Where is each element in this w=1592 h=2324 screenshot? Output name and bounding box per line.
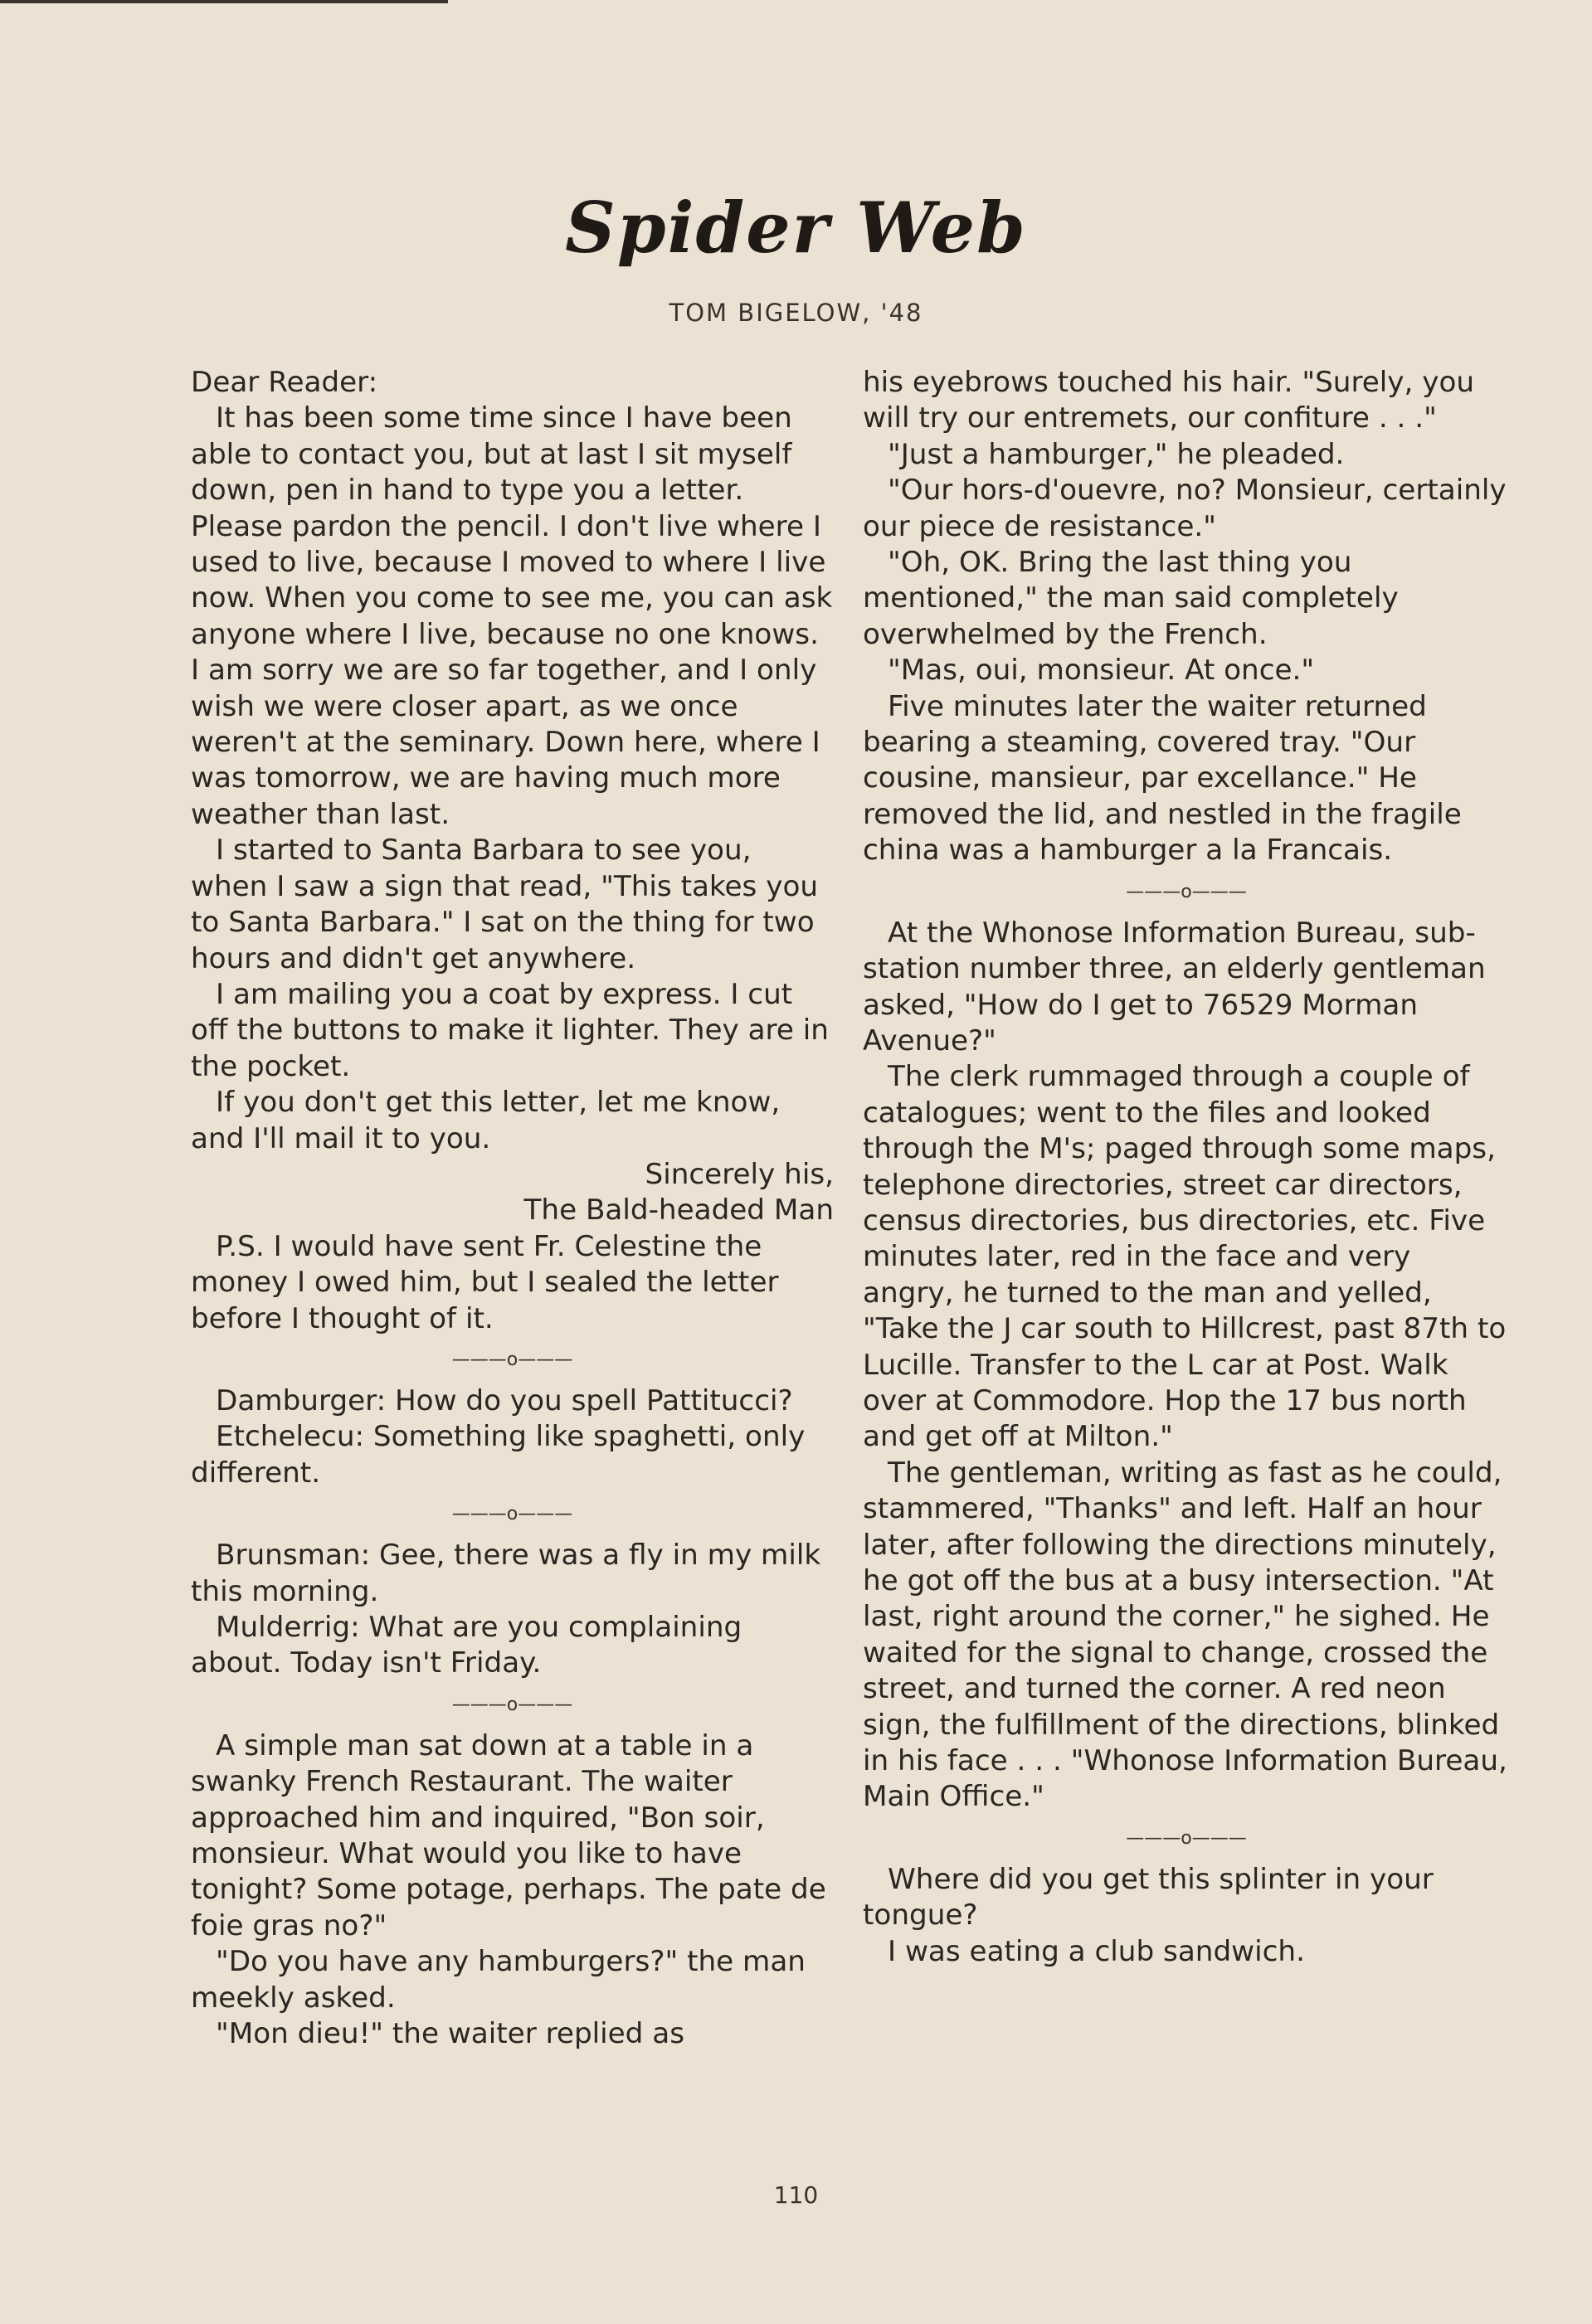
section-separator: ———o——— bbox=[451, 1694, 573, 1715]
left-column bbox=[191, 365, 834, 2052]
section-separator: ———o——— bbox=[451, 1349, 573, 1370]
page-title: Spider Web bbox=[565, 187, 1027, 269]
right-column bbox=[863, 365, 1510, 1970]
section-separator: ———o——— bbox=[451, 1504, 573, 1525]
paragraph: The Bald-headed Man bbox=[523, 1194, 834, 1228]
paragraph: It has been some time since I have been able to contact you, but at last I sit myself down, pen in hand to type you a letter. Please pardon the pencil. I don't live where I used to live, because I moved to where I live now. When you come to see me, you can ask anyone where I live, because no one knows. I am sorry we are so far together, and I only wish we were closer apart, as we once weren't at the seminary. Down here, where I was tomorrow, we are having much more weather than last. bbox=[191, 401, 833, 831]
paragraph: If you don't get this letter, let me know, and I'll mail it to you. bbox=[191, 1086, 781, 1155]
paragraph: A simple man sat down at a table in a swanky French Restaurant. The waiter approached him and inquired, "Bon soir, monsieur. What would you like to have tonight? Some potage, perhaps. The pate de foie gras no?" bbox=[191, 1728, 826, 1942]
section-separator: ———o——— bbox=[1126, 1827, 1247, 1849]
paragraph: Brunsman: Gee, there was a fly in my milk this morning. bbox=[191, 1539, 821, 1608]
paragraph: Etchelecu: Something like spaghetti, only different. bbox=[191, 1420, 806, 1490]
paragraph: "Oh, OK. Bring the last thing you mentioned," the man said completely overwhelmed by the French. bbox=[863, 546, 1399, 651]
page-number: 110 bbox=[773, 2181, 819, 2209]
paragraph: Five minutes later the waiter returned bearing a steaming, covered tray. "Our cousine, mansieur, par excellance." He removed the lid, and nestled in the fragile china was a hamburger a la Francais. bbox=[863, 689, 1462, 868]
paragraph: "Our hors-d'ouevre, no? Monsieur, certainly our piece de resistance." bbox=[863, 474, 1507, 543]
section-separator: ———o——— bbox=[1126, 881, 1247, 902]
paragraph: I am mailing you a coat by express. I cut off the buttons to make it lighter. They are in the pocket. bbox=[191, 977, 829, 1083]
paragraph: Where did you get this splinter in your tongue? bbox=[863, 1862, 1434, 1933]
paragraph: The gentleman, writing as fast as he could, stammered, "Thanks" and left. Half an hour later, after following the directions minutely, he got off the bus at a busy intersection. "At last, right around the corner," he sighed. He waited for the signal to change, crossed the street, and turned the corner. A red neon sign, the fulfillment of the directions, blinked in his face . . . "Whonose Information Bureau, Main Office." bbox=[863, 1456, 1507, 1814]
paragraph: "Just a hamburger," he pleaded. bbox=[888, 437, 1345, 471]
paragraph: "Do you have any hamburgers?" the man meekly asked. bbox=[191, 1945, 806, 2015]
paragraph: I was eating a club sandwich. bbox=[888, 1934, 1305, 1968]
paragraph: Sincerely his, bbox=[645, 1157, 834, 1191]
paragraph: "Mon dieu!" the waiter replied as bbox=[216, 2017, 685, 2051]
paragraph: P.S. I would have sent Fr. Celestine the money I owed him, but I sealed the letter before I thought of it. bbox=[191, 1229, 779, 1335]
paragraph: "Mas, oui, monsieur. At once." bbox=[888, 654, 1315, 688]
author-byline: TOM BIGELOW, '48 bbox=[669, 299, 923, 327]
paragraph: The clerk rummaged through a couple of catalogues; went to the files and looked through the M's; paged through some maps, telephone directories, street car directors, census directories, bus directories, etc. Five minutes later, red in the face and very angry, he turned to the man and yelled, "Take the J car south to Hillcrest, past 87th to Lucille. Transfer to the L car at Post. Walk over at Commodore. Hop the 17 bus north and get off at Milton." bbox=[863, 1060, 1507, 1454]
paragraph: Damburger: How do you spell Pattitucci? bbox=[216, 1383, 793, 1417]
paragraph: Dear Reader: bbox=[191, 366, 378, 399]
paragraph: At the Whonose Information Bureau, sub-station number three, an elderly gentleman asked, "How do I get to 76529 Morman Avenue?" bbox=[863, 916, 1486, 1057]
paragraph: I started to Santa Barbara to see you, when I saw a sign that read, "This takes you to Santa Barbara." I sat on the thing for two hours and didn't get anywhere. bbox=[191, 834, 819, 975]
paragraph: Mulderrig: What are you complaining about. Today isn't Friday. bbox=[191, 1611, 742, 1680]
paragraph: his eyebrows touched his hair. "Surely, you will try our entremets, our confiture . . ." bbox=[863, 366, 1475, 435]
